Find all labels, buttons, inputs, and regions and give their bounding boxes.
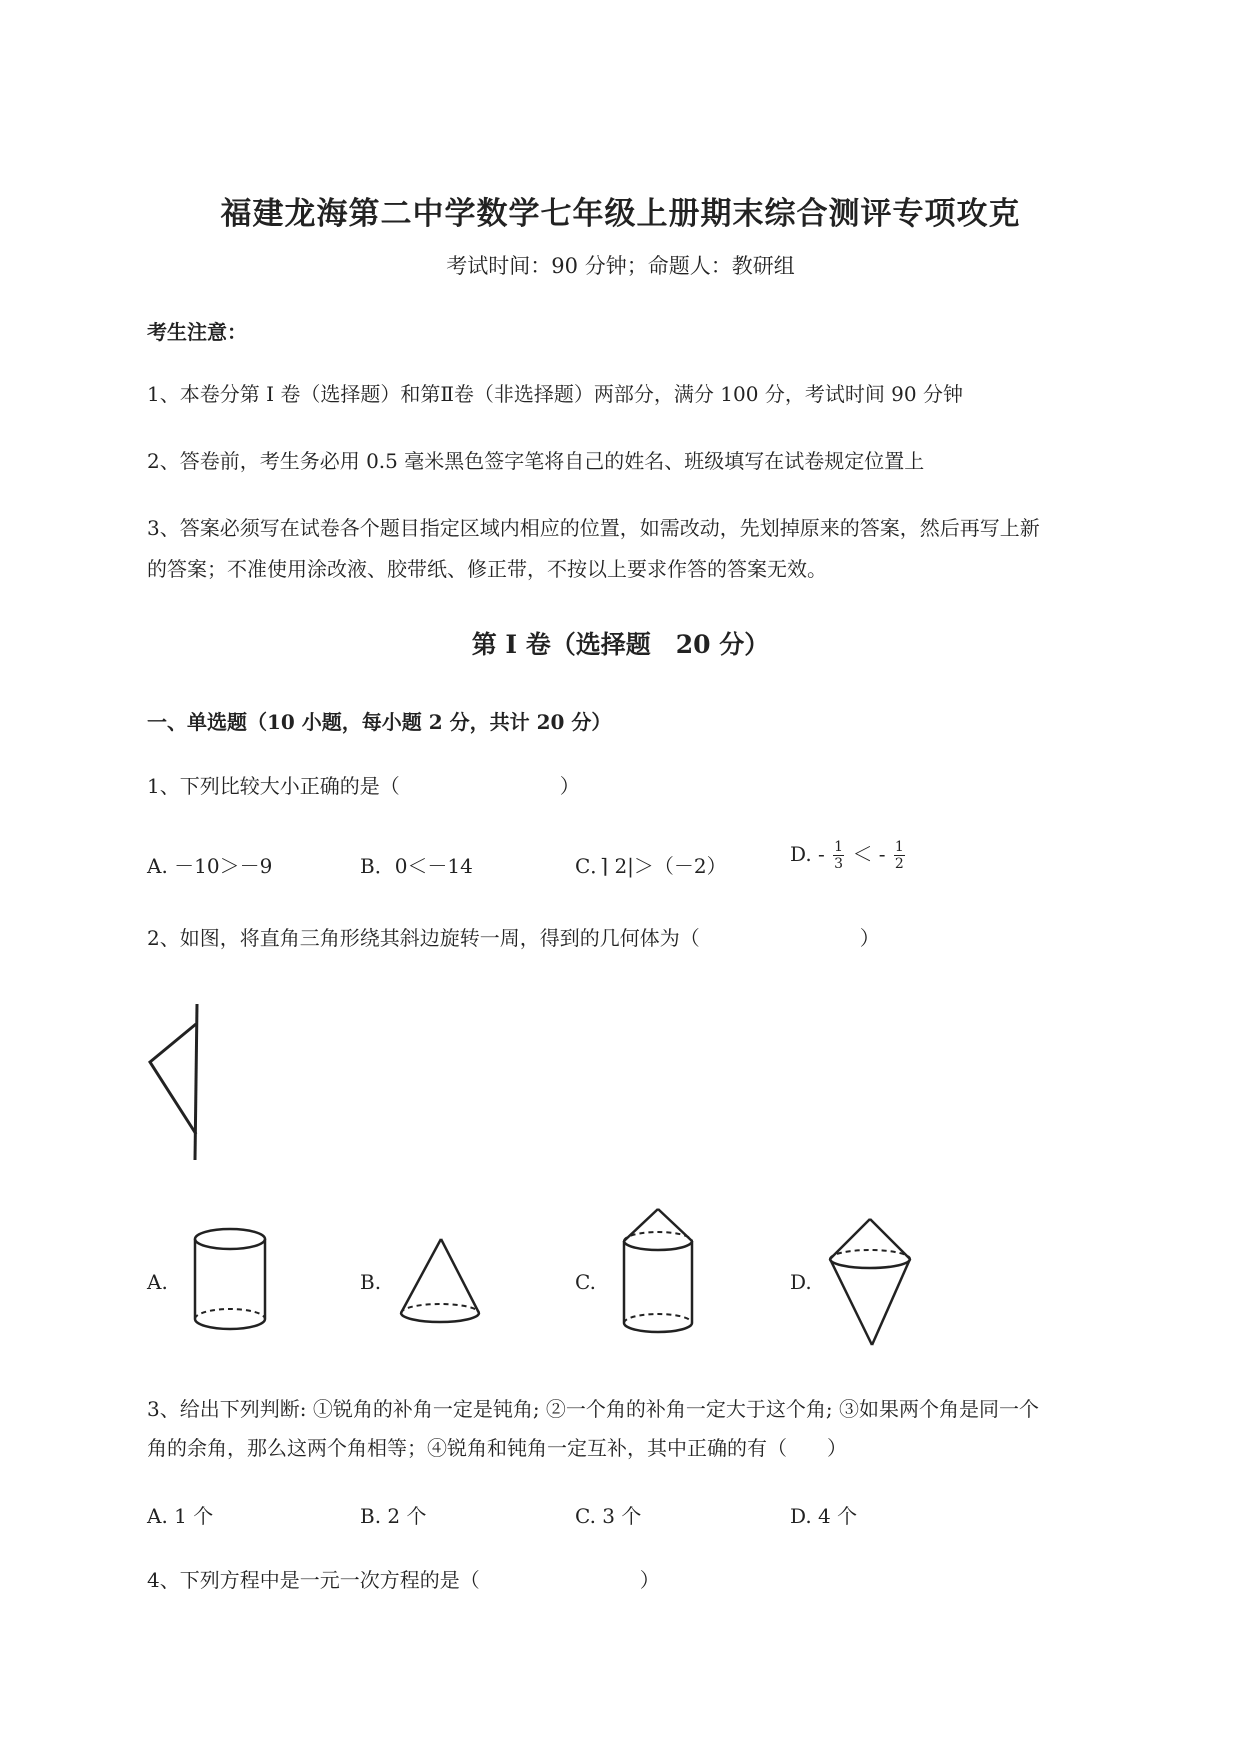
question-3-stem-line-2: 角的余角，那么这两个角相等；④锐角和钝角一定互补，其中正确的有（ ） [147,1436,847,1460]
question-1-option-b: B．0＜－14 [360,854,473,878]
option-d-middle: ＜ - [852,842,886,866]
question-2-option-a: A. [147,1270,168,1294]
fraction-numerator: 1 [894,839,904,855]
question-3-option-d: D. 4 个 [790,1504,858,1528]
cylinder-icon [190,1225,270,1335]
fraction-one-half [894,839,905,872]
notice-item-1: 1、本卷分第 I 卷（选择题）和第Ⅱ卷（非选择题）两部分，满分 100 分，考试时间 90 分钟 [147,382,963,406]
fraction-numerator: 1 [834,839,844,855]
question-1-option-a: A. －10＞－9 [147,854,273,878]
fraction-one-third [833,839,844,872]
right-triangle-figure [140,1000,210,1165]
question-2-stem: 2、如图，将直角三角形绕其斜边旋转一周，得到的几何体为（ ） [147,926,880,950]
exam-info: 考试时间：90 分钟；命题人：教研组 [446,254,795,278]
double-cone-icon [825,1215,915,1350]
question-4-stem: 4、下列方程中是一元一次方程的是（ ） [147,1568,660,1592]
cylinder-with-cone-icon [618,1205,698,1340]
question-1-option-d [790,838,907,872]
question-3-option-a: A. 1 个 [147,1504,214,1528]
section-title: 第 I 卷（选择题 20 分） [471,630,770,659]
part-heading: 一、单选题（10 小题，每小题 2 分，共计 20 分） [147,710,612,734]
question-2-option-c: C. [575,1270,596,1294]
question-2-option-b: B. [360,1270,382,1294]
fraction-denominator: 3 [834,856,844,872]
question-3-option-b: B. 2 个 [360,1504,427,1528]
notice-heading: 考生注意： [147,320,247,344]
question-2-option-d: D. [790,1270,812,1294]
page-title: 福建龙海第二中学数学七年级上册期末综合测评专项攻克 [220,196,1021,232]
question-1-option-c: C．⌉ 2|＞（－2） [575,854,727,878]
notice-item-2: 2、答卷前，考生务必用 0.5 毫米黑色签字笔将自己的姓名、班级填写在试卷规定位置上 [147,449,925,473]
question-3-stem-line-1: 3、给出下列判断: ①锐角的补角一定是钝角; ②一个角的补角一定大于这个角; ③如果两个角是同一个 [147,1397,1040,1421]
cone-icon [395,1235,485,1330]
option-d-prefix: D. - [790,842,825,866]
fraction-denominator: 2 [894,856,904,872]
notice-item-3: 3、答案必须写在试卷各个题目指定区域内相应的位置，如需改动，先划掉原来的答案，然后再写上新 [147,516,1040,540]
notice-item-3-cont: 的答案；不准使用涂改液、胶带纸、修正带，不按以上要求作答的答案无效。 [147,557,827,581]
question-1-stem: 1、下列比较大小正确的是（ ） [147,774,580,798]
question-3-option-c: C. 3 个 [575,1504,642,1528]
